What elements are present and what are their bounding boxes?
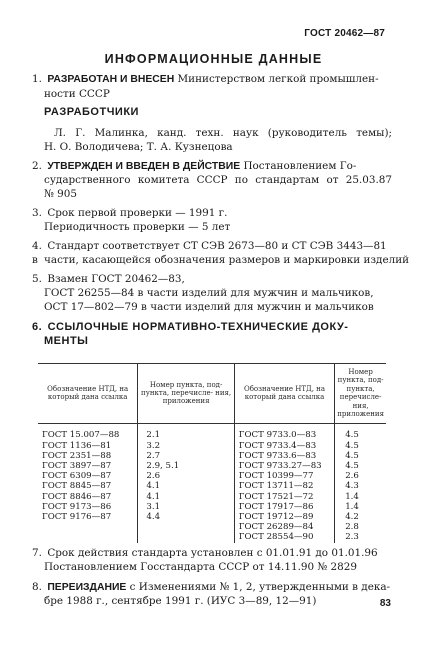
developers-line-1: Л. Г. Малинка, канд. техн. наук (руководитель темы); [54,127,392,139]
table-cell: ГОСТ 9733.6—83 [234,451,334,461]
column-header: Обозначение НТД, на который дана ссылка [234,364,334,424]
table-row [38,502,386,512]
table-cell: 2.1 [138,424,234,441]
table-cell: ГОСТ 3897—87 [38,461,138,471]
table-cell: ГОСТ 9176—87 [38,512,138,522]
table-cell: 3.2 [138,441,234,451]
table-cell: ГОСТ 8846—87 [38,492,138,502]
table-cell: 2.3 [345,532,359,543]
developers-line-2: Н. О. Володичева; Т. А. Кузнецова [44,141,233,153]
item-number: 2. [32,160,42,172]
item-6-line-2: МЕНТЫ [44,335,89,347]
table-cell: ГОСТ 2351—88 [38,451,138,461]
table-cell: ГОСТ 26289—84 [234,522,334,532]
table-row [38,424,386,441]
item-3-line-2: Периодичность проверки — 5 лет [44,221,231,233]
item-8-text: с Изменениями № 1, 2, утвержденными в дека- [126,581,391,593]
table-cell: ГОСТ 1136—81 [38,441,138,451]
table-cell: 4.1 [138,492,234,502]
table-cell: 2.6 [345,471,359,482]
table-row [38,471,386,481]
page-number: 83 [379,598,391,609]
table-cell [138,522,234,532]
item-5-line-1: Взамен ГОСТ 20462—83, [47,273,185,285]
item-1 [32,72,392,101]
item-8-line-2: бре 1988 г., сентябре 1991 г. (ИУС 3—89, 12—91) [44,595,317,607]
table-header-row [38,364,386,424]
item-2-label: УТВЕРЖДЕН И ВВЕДЕН В ДЕЙСТВИЕ [47,161,241,172]
table-cell: ГОСТ 19712—89 [234,512,334,522]
table-cell: 4.5 [345,440,359,451]
table-cell: 4.2 [345,512,359,523]
table-cell: 2.7 [138,451,234,461]
table-row [38,481,386,491]
table-cell: ГОСТ 17521—72 [234,492,334,502]
developers-heading: РАЗРАБОТЧИКИ [44,106,139,118]
table-cell: 3.1 [138,502,234,512]
table-row [38,451,386,461]
item-3 [32,206,392,220]
table-cell: 4.5 [345,430,359,441]
column-header: Номер пункта, под- пункта, перечисле- ния, приложения [138,364,234,424]
item-1-text-cont: ности СССР [44,88,110,100]
table-cell: ГОСТ 10399—77 [234,471,334,481]
page-title: ИНФОРМАЦИОННЫЕ ДАННЫЕ [104,52,323,66]
references-table [38,363,386,543]
table-cell: 4.5 [345,450,359,461]
table-cell [38,522,138,532]
item-7-line-2: Постановлением Госстандарта СССР от 14.11.90 № 2829 [44,561,357,573]
table-row [38,532,386,542]
table-cell: ГОСТ 9733.0—83 [234,424,334,441]
table-cell: 1.4 [345,491,359,502]
table-row [38,441,386,451]
item-7-line-1: Срок действия стандарта установлен с 01.01.91 до 01.01.96 [47,547,378,559]
table-cell: ГОСТ 17917—86 [234,502,334,512]
item-2-text: Постановлением Го- [240,160,357,172]
table-row [38,492,386,502]
table-cell: 2.6 [138,471,234,481]
item-4-line-1: Стандарт соответствует СТ СЭВ 2673—80 и СТ СЭВ 3443—81 в [32,240,387,266]
table-cell: 4.5 [345,461,359,472]
table-cell: ГОСТ 8845—87 [38,481,138,491]
table-cell: ГОСТ 28554—90 [234,532,334,542]
column-header: Номер пункта, под- пункта, перечисле- ния, приложения [335,364,386,424]
item-number: 4. [32,240,42,252]
table-row [38,461,386,471]
table-cell: 2.8 [345,522,359,533]
item-5-line-2: ГОСТ 26255—84 в части изделий для мужчин и мальчиков, [44,287,374,299]
column-header: Обозначение НТД, на который дана ссылка [38,364,138,424]
item-6-line-1: ССЫЛОЧНЫЕ НОРМАТИВНО-ТЕХНИЧЕСКИЕ ДОКУ- [47,321,349,333]
table-cell: 2.9, 5.1 [138,461,234,471]
item-1-label: РАЗРАБОТАН И ВНЕСЕН [47,74,175,85]
item-5 [32,272,392,286]
table-row [38,512,386,522]
table-row [38,522,386,532]
item-1-text: Министерством легкой промышлен- [174,73,379,85]
table-cell: ГОСТ 9733.4—83 [234,441,334,451]
item-number: 6. [32,321,43,333]
item-2 [32,159,392,174]
item-number: 1. [32,73,42,85]
item-number: 5. [32,273,42,285]
item-2-line-2: сударственного комитета СССР по стандартам от 25.03.87 [44,174,392,186]
table-cell [138,532,234,542]
item-4-line-2: части, касающейся обозначения размеров и маркировки изделий [44,254,410,266]
table-cell: ГОСТ 9173—86 [38,502,138,512]
table-cell: 1.4 [345,501,359,512]
standard-number-header: ГОСТ 20462—87 [304,28,385,39]
table-cell: 4.1 [138,481,234,491]
table-cell: ГОСТ 9733.27—83 [234,461,334,471]
item-8 [32,580,392,595]
item-number: 3. [32,207,42,219]
table-body [38,424,386,543]
table-cell: 4.4 [138,512,234,522]
item-6 [32,320,392,334]
item-5-line-3: ОСТ 17—802—79 в части изделий для мужчин и мальчиков [44,301,374,313]
item-2-line-3: № 905 [44,188,77,200]
item-8-label: ПЕРЕИЗДАНИЕ [47,582,127,593]
table-cell: ГОСТ 15.007—88 [38,424,138,441]
table-cell: ГОСТ 6309—87 [38,471,138,481]
table-cell: 4.3 [345,481,359,492]
table-cell: ГОСТ 13711—82 [234,481,334,491]
item-number: 8. [32,581,42,593]
item-number: 7. [32,547,42,559]
item-7 [32,546,392,560]
table-cell [38,532,138,542]
item-3-line-1: Срок первой проверки — 1991 г. [47,207,228,219]
